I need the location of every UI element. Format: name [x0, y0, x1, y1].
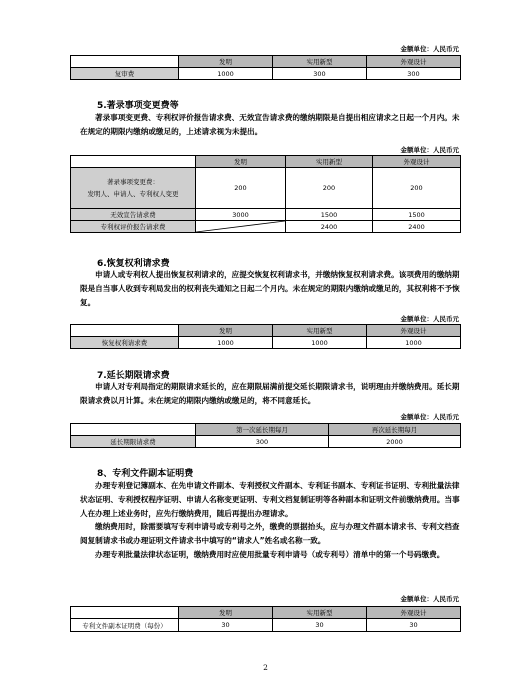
row-label — [71, 168, 196, 209]
table-header-row — [71, 424, 461, 436]
document-copy-fee-table — [70, 606, 461, 632]
header-blank-cell — [71, 56, 179, 68]
row-label-line-2: 发明人、申请人、专利权人变更 — [87, 190, 179, 198]
fee-value: 1500 — [286, 209, 373, 221]
section-7-paragraph: 申请人对专利局指定的期限请求延长的，应在期限届满前提交延长期限请求书，说明理由并缴纳费用。延长期限请求费以月计算。未在规定的期限内缴纳或缴足的，将不同意延长。 — [80, 382, 460, 405]
section-8-paragraph-2: 缴纳费用时，除需要填写专利申请号或专利号之外，缴费的票据抬头，应与办理文件副本请求书、专利文档查阅复制请求书或办理证明文件请求书中填写的“请求人”姓名或名称一致。 — [80, 522, 460, 546]
header-second-extension: 再次延长期每月 — [329, 424, 461, 436]
header-first-extension: 第一次延长期每月 — [196, 424, 329, 436]
row-label: 恢复权利请求费 — [71, 337, 179, 349]
page-number: 2 — [263, 663, 268, 672]
header-design: 外观设计 — [367, 607, 461, 619]
header-blank-cell — [71, 607, 179, 619]
row-label: 复审费 — [71, 68, 179, 80]
fee-value: 1000 — [367, 337, 461, 349]
section-6-heading: 6.恢复权利请求费 — [97, 259, 170, 269]
header-blank-cell — [71, 424, 196, 436]
not-applicable-cell — [196, 221, 286, 233]
table-row — [71, 337, 461, 349]
header-invention: 发明 — [179, 325, 273, 337]
section-5-heading: 5.著录事项变更费等 — [97, 101, 179, 111]
extension-fee-table — [70, 423, 461, 448]
section-6-paragraph: 申请人或专利权人提出恢复权利请求的，应提交恢复权利请求书，并缴纳恢复权利请求费。该项费用的缴纳期限是自当事人收到专利局发出的权利丧失通知之日起二个月内。未在规定的期限内缴纳或缴足的，其权利将不予恢复。 — [80, 270, 460, 307]
section-8-body — [80, 479, 460, 562]
fee-value: 1000 — [273, 337, 367, 349]
fee-value: 300 — [367, 68, 461, 80]
fee-value: 1500 — [373, 209, 461, 221]
currency-unit-label: 金额单位：人民币元 — [400, 413, 459, 421]
header-design: 外观设计 — [373, 156, 461, 168]
table-row — [71, 168, 461, 209]
table-header-row — [71, 156, 461, 168]
header-utility-model: 实用新型 — [273, 607, 367, 619]
header-utility-model: 实用新型 — [273, 325, 367, 337]
fee-value: 1000 — [179, 68, 273, 80]
restoration-fee-table — [70, 324, 461, 349]
fee-value: 3000 — [196, 209, 286, 221]
fee-value: 300 — [196, 436, 329, 448]
table-header-row — [71, 56, 461, 68]
fee-value: 1000 — [179, 337, 273, 349]
currency-unit-label: 金额单位：人民币元 — [400, 595, 459, 603]
fee-value: 30 — [273, 619, 367, 632]
row-label: 延长期限请求费 — [71, 436, 196, 448]
header-design: 外观设计 — [367, 325, 461, 337]
section-8-paragraph-1: 办理专利登记簿副本、在先申请文件副本、专利授权文件副本、专利证书副本、专利证书证明、专利批量法律状态证明、专利授权程序证明、申请人名称变更证明、专利文档复制证明等各种副本和证明文件前缴纳费用。当事人在办理上述业务时，应先行缴纳费用，随后再提出办理请求。 — [80, 481, 460, 518]
table-header-row — [71, 325, 461, 337]
fee-value: 200 — [196, 168, 286, 209]
section-5-paragraph: 著录事项变更费、专利权评价报告请求费、无效宣告请求费的缴纳期限是自提出相应请求之日起一个月内。未在规定的期限内缴纳或缴足的，上述请求视为未提出。 — [80, 113, 460, 136]
fee-value: 2400 — [286, 221, 373, 233]
bibliographic-change-fee-table — [70, 155, 461, 233]
section-8-paragraph-3: 办理专利批量法律状态证明，缴纳费用时应使用批量专利申请号（或专利号）清单中的第一个号码缴费。 — [95, 549, 445, 559]
header-design: 外观设计 — [367, 56, 461, 68]
section-6-body — [80, 268, 460, 309]
section-7-body — [80, 380, 460, 408]
row-label: 专利文件副本证明费（每份） — [71, 619, 179, 632]
fee-value: 200 — [373, 168, 461, 209]
currency-unit-label: 金额单位：人民币元 — [400, 315, 459, 323]
fee-value: 300 — [273, 68, 367, 80]
reexamination-fee-table — [70, 55, 461, 80]
table-header-row — [71, 607, 461, 619]
table-row — [71, 68, 461, 80]
fee-value: 200 — [286, 168, 373, 209]
section-8-heading: 8、专利文件副本证明费 — [97, 469, 194, 479]
section-5-body — [80, 111, 460, 139]
row-label-line-1: 著录事项变更费： — [107, 178, 159, 186]
header-invention: 发明 — [179, 607, 273, 619]
section-7-heading: 7.延长期限请求费 — [97, 371, 170, 381]
currency-unit-label: 金额单位：人民币元 — [400, 146, 459, 154]
header-invention: 发明 — [179, 56, 273, 68]
row-label: 专利权评价报告请求费 — [71, 221, 196, 233]
header-invention: 发明 — [196, 156, 286, 168]
header-blank-cell — [71, 156, 196, 168]
table-row — [71, 221, 461, 233]
header-utility-model: 实用新型 — [286, 156, 373, 168]
header-utility-model: 实用新型 — [273, 56, 367, 68]
fee-value: 2400 — [373, 221, 461, 233]
table-row — [71, 619, 461, 632]
fee-value: 2000 — [329, 436, 461, 448]
diagonal-strike — [196, 221, 285, 232]
currency-unit-label: 金额单位：人民币元 — [400, 45, 459, 53]
row-label: 无效宣告请求费 — [71, 209, 196, 221]
fee-value: 30 — [367, 619, 461, 632]
fee-value: 30 — [179, 619, 273, 632]
header-blank-cell — [71, 325, 179, 337]
table-row — [71, 209, 461, 221]
table-row — [71, 436, 461, 448]
